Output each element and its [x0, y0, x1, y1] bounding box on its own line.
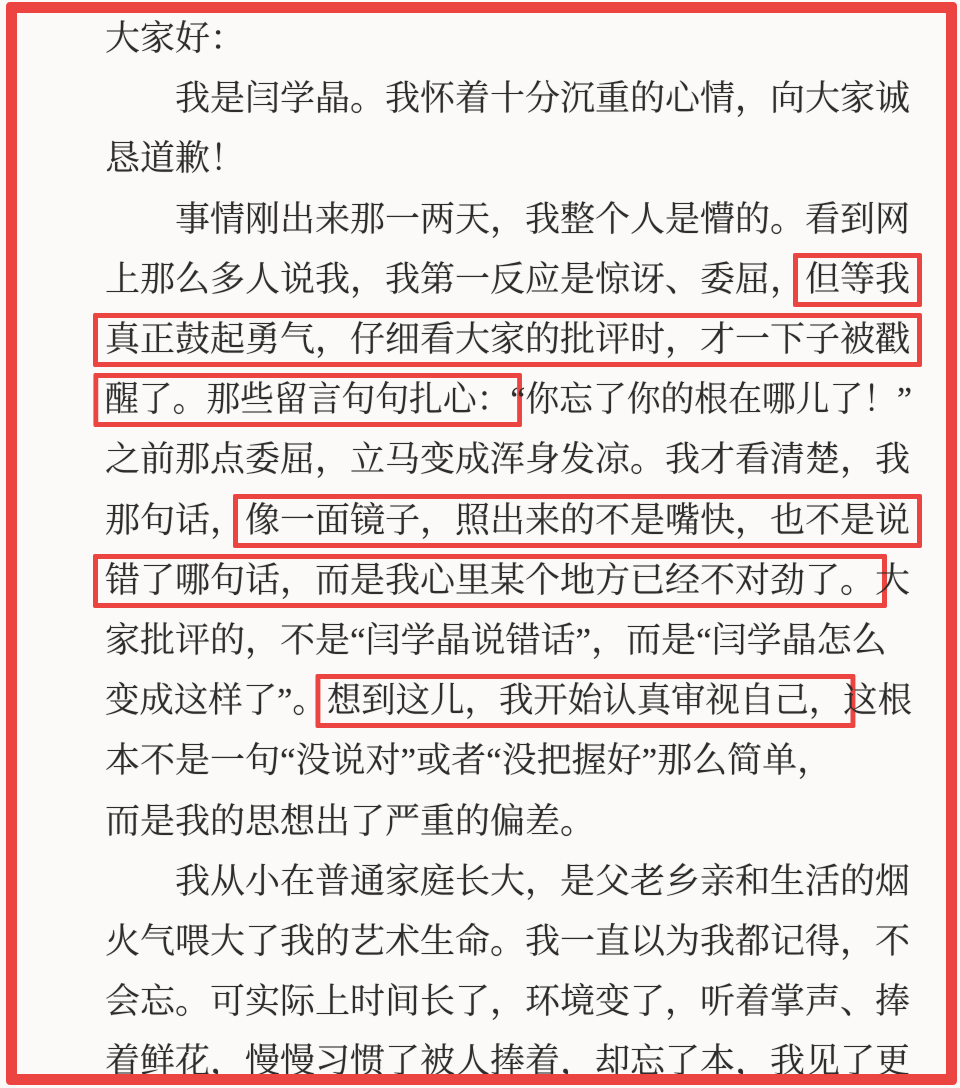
text-line	[105, 430, 917, 490]
text-line	[105, 551, 917, 611]
text-line	[105, 9, 917, 69]
text-line	[105, 611, 917, 671]
text-segment: 我是闫学晶。我怀着十分沉重的心情，向大家诚	[175, 79, 911, 119]
text-segment: “你忘了你的根在哪儿了！”	[510, 380, 912, 420]
text-line	[105, 310, 917, 370]
text-line-inner	[175, 863, 910, 901]
highlight-box: 想到这儿，我开始认真审视自己，	[315, 674, 855, 728]
text-line-inner	[105, 742, 832, 780]
text-segment: 火气喂大了我的艺术生命。我一直以为我都记得，不	[105, 921, 911, 961]
text-line	[105, 370, 917, 430]
text-segment: 而是我的思想出了严重的偏差。	[105, 801, 596, 841]
text-line-inner	[105, 622, 887, 660]
text-segment: 我从小在普通家庭长大，是父老乡亲和生活的烟	[175, 861, 911, 901]
text-segment: 着鲜花，慢慢习惯了被人捧着，却忘了本，我见了更	[105, 1042, 911, 1082]
highlight-box: 但等我	[793, 253, 922, 307]
text-line-inner	[105, 373, 912, 427]
text-line-inner	[105, 1043, 910, 1081]
letter-content	[105, 9, 917, 1088]
text-line-inner	[105, 494, 910, 548]
text-line	[105, 671, 917, 731]
text-segment: 之前那点委屈，立马变成浑身发凉。我才看清楚，我	[105, 440, 911, 480]
text-line	[105, 791, 917, 851]
text-segment: 上那么多人说我，我第一反应是惊讶、委屈，	[105, 259, 806, 299]
text-line	[105, 972, 917, 1032]
text-segment: 会忘。可实际上时间长了，环境变了，听着掌声、捧	[105, 982, 911, 1022]
text-line-inner	[105, 441, 910, 479]
text-segment: 事情刚出来那一两天，我整个人是懵的。看到网	[175, 199, 911, 239]
text-line	[105, 250, 917, 310]
text-line-inner	[105, 674, 912, 728]
text-segment: 恳道歉！	[105, 139, 246, 179]
text-line	[105, 129, 917, 189]
text-segment: 大	[875, 560, 911, 600]
text-segment: 这根	[843, 681, 913, 721]
text-line	[105, 69, 917, 129]
text-line	[105, 852, 917, 912]
text-line-inner	[105, 923, 910, 961]
text-segment: 本不是一句“没说对”或者“没把握好”那么简单，	[105, 741, 833, 781]
text-line-inner	[105, 983, 910, 1021]
text-line	[105, 1032, 917, 1088]
text-segment: 大家好：	[105, 19, 246, 59]
text-line-inner	[105, 140, 245, 178]
text-line	[105, 190, 917, 250]
highlight-box: 真正鼓起勇气，仔细看大家的批评时，才一下子被戳	[93, 313, 922, 367]
highlight-box: 像一面镜子，照出来的不是嘴快，也不是说	[233, 494, 922, 548]
highlight-box: 错了哪句话，而是我心里某个地方已经不对劲了。	[93, 554, 887, 608]
text-line-inner	[105, 554, 910, 608]
text-line-inner	[105, 803, 595, 841]
text-line-inner	[175, 80, 910, 118]
text-segment: 那句话，	[105, 500, 246, 540]
text-line-inner	[105, 313, 910, 367]
text-segment: 变成这样了”。	[105, 681, 327, 721]
text-line	[105, 731, 917, 791]
text-line	[105, 912, 917, 972]
highlight-box: 醒了。那些留言句句扎心：	[93, 373, 522, 427]
text-line-inner	[105, 20, 245, 58]
text-line-inner	[105, 253, 910, 307]
text-line	[105, 491, 917, 551]
text-line-inner	[175, 201, 910, 239]
text-segment: 家批评的，不是“闫学晶说错话”，而是“闫学晶怎么	[105, 620, 887, 660]
